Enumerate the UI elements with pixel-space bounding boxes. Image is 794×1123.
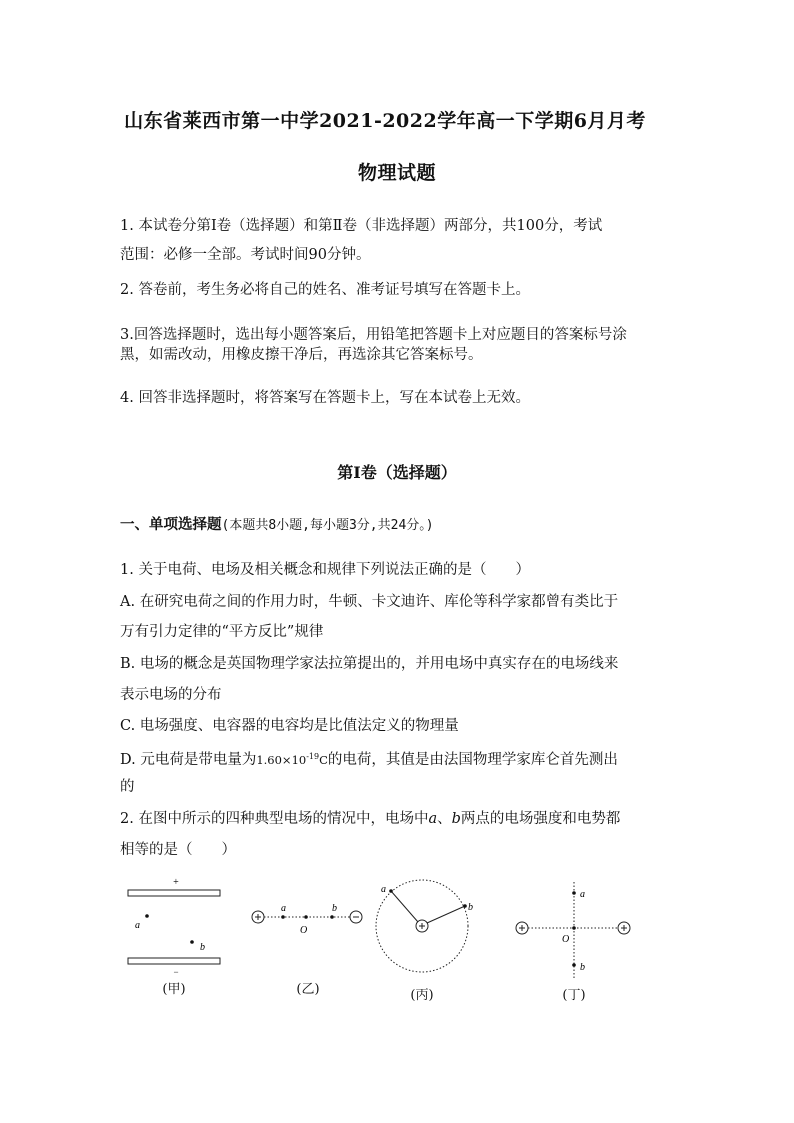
label-b: b — [332, 903, 337, 914]
instruction-line: 3.回答选择题时，选出每小题答案后，用铅笔把答题卡上对应题目的答案标号涂 — [120, 327, 627, 343]
radius-b — [427, 906, 465, 923]
option-d — [120, 747, 680, 770]
radius-a — [391, 891, 418, 922]
section-heading — [120, 513, 434, 534]
point-a — [389, 889, 393, 893]
exam-subtitle: 物理试题 — [357, 162, 436, 184]
charge-exponent: -19 — [306, 752, 320, 761]
negative-plate — [128, 958, 220, 964]
point-b — [463, 904, 467, 908]
point-a — [281, 915, 285, 919]
part-title: 第Ⅰ卷（选择题） — [337, 463, 457, 482]
charge-mantissa: 1.60×10 — [256, 752, 307, 767]
option-d-cont: 的 — [120, 779, 135, 795]
section-label: 一、单项选择题 — [120, 516, 222, 533]
instruction-line: 黑，如需改动，用橡皮擦干净后，再选涂其它答案标号。 — [120, 347, 483, 363]
q2-text-end: 两点的电场强度和电势都 — [460, 811, 621, 827]
point-b — [572, 963, 576, 967]
var-a: a — [428, 811, 438, 827]
point-a — [572, 891, 576, 895]
label-a: a — [135, 920, 140, 931]
instruction-line: 2. 答卷前，考生务必将自己的姓名、准考证号填写在答题卡上。 — [120, 282, 530, 298]
point-a — [145, 914, 149, 918]
point-b — [330, 915, 334, 919]
positive-plate — [128, 890, 220, 896]
figure-ding — [512, 880, 634, 982]
caption-jia: (甲) — [162, 982, 186, 997]
option-a-cont: 万有引力定律的“平方反比”规律 — [120, 624, 324, 640]
option-a: A. 在研究电荷之间的作用力时，牛顿、卡文迪许、库伦等科学家都曾有类比于 — [120, 594, 619, 610]
charge-unit: C — [319, 752, 328, 767]
figure-row — [118, 872, 678, 1012]
q2-sep: 、 — [437, 811, 452, 827]
plus-label: + — [173, 877, 179, 888]
caption-bing: (丙) — [410, 988, 434, 1003]
point-b — [190, 940, 194, 944]
option-c: C. 电场强度、电容器的电容均是比值法定义的物理量 — [120, 718, 459, 734]
q2-text: 2. 在图中所示的四种典型电场的情况中，电场中 — [120, 811, 429, 827]
instruction-line: 范围：必修一全部。考试时间90分钟。 — [120, 247, 371, 263]
label-b: b — [580, 962, 585, 973]
label-o: O — [562, 934, 570, 945]
exam-title: 山东省莱西市第一中学2021-2022学年高一下学期6月月考 — [124, 110, 646, 132]
label-a: a — [580, 889, 585, 900]
instruction-line: 1. 本试卷分第Ⅰ卷（选择题）和第Ⅱ卷（非选择题）两部分，共100分，考试 — [120, 218, 603, 234]
caption-ding: (丁) — [562, 988, 586, 1003]
point-o — [304, 915, 308, 919]
option-b-cont: 表示电场的分布 — [120, 687, 222, 703]
minus-label: − — [173, 967, 179, 976]
instruction-line: 4. 回答非选择题时，将答案写在答题卡上，写在本试卷上无效。 — [120, 390, 530, 406]
section-note: (本题共8小题,每小题3分,共24分。) — [221, 518, 434, 533]
label-a: a — [381, 884, 386, 895]
charge-value — [256, 753, 328, 767]
label-b: b — [200, 942, 205, 953]
point-o — [572, 926, 576, 930]
question-stem — [120, 809, 680, 829]
label-a: a — [281, 903, 286, 914]
option-d-text-end: 的电荷，其值是由法国物理学家库仑首先测出 — [327, 751, 618, 768]
figure-bing — [372, 874, 478, 978]
option-b: B. 电场的概念是英国物理学家法拉第提出的，并用电场中真实存在的电场线来 — [120, 656, 619, 672]
figure-jia — [122, 876, 230, 976]
caption-yi: (乙) — [296, 982, 320, 997]
label-o: O — [300, 925, 308, 936]
option-d-text: D. 元电荷是带电量为 — [120, 751, 257, 768]
figure-yi — [248, 898, 366, 948]
question-stem: 1. 关于电荷、电场及相关概念和规律下列说法正确的是（ ） — [120, 562, 530, 578]
var-b: b — [451, 811, 461, 827]
question-stem-cont: 相等的是（ ） — [120, 842, 236, 858]
label-b: b — [468, 902, 473, 913]
